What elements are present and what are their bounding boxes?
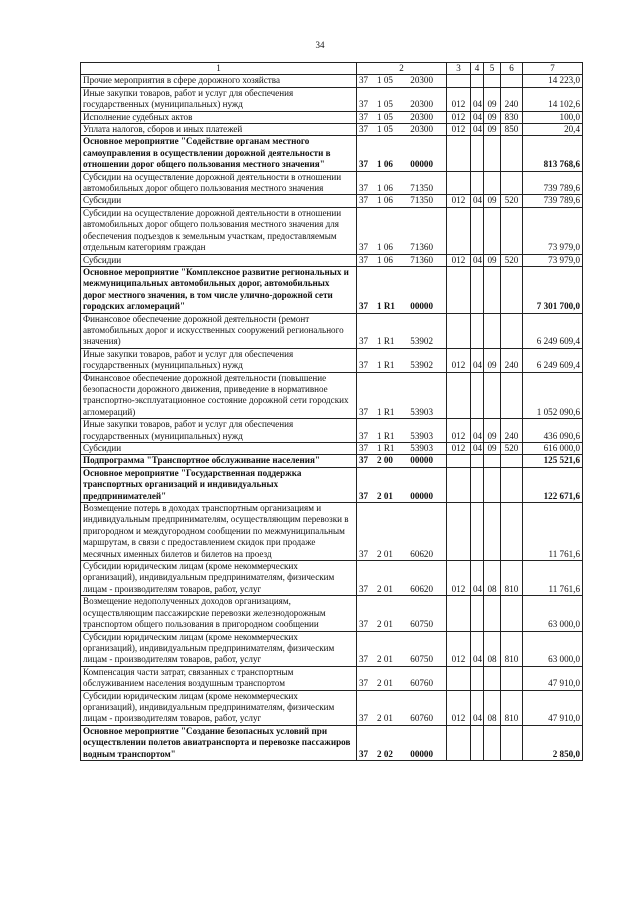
amount-value: 20,4	[523, 124, 583, 136]
ministry-code	[447, 372, 471, 419]
direction-code: 00000	[410, 301, 433, 312]
table-row	[81, 443, 583, 455]
row-name: Субсидии на осуществление дорожной деятельности в отношении автомобильных дорог общего пользования местного значения для обеспечения подъездов к земельным участкам, предоставляемым отдельным категориям граждан	[81, 207, 357, 254]
row-name: Финансовое обеспечение дорожной деятельности (ремонт автомобильных дорог и искусственных сооружений регионального значения)	[81, 313, 357, 348]
table-header-row	[81, 63, 583, 75]
amount-value: 11 761,6	[523, 503, 583, 561]
program-code: 37	[359, 678, 369, 689]
amount-value: 1 052 090,6	[523, 372, 583, 419]
table-row	[81, 348, 583, 372]
program-code: 37	[359, 654, 369, 665]
target-article-code	[357, 195, 447, 207]
expense-type-code	[501, 372, 523, 419]
row-name: Субсидии юридическим лицам (кроме некоммерческих организаций), индивидуальным предпринимателям, физическим лицам - производителям товаров, работ, услуг	[81, 561, 357, 596]
section-code: 04	[471, 195, 484, 207]
row-name: Субсидии юридическим лицам (кроме некоммерческих организаций), индивидуальным предпринимателям, физическим лицам - производителям товаров, работ, услуг	[81, 690, 357, 725]
expense-type-code: 240	[501, 419, 523, 443]
direction-code: 53902	[410, 336, 433, 347]
direction-code: 00000	[410, 748, 433, 759]
ministry-code	[447, 503, 471, 561]
program-code: 37	[359, 336, 369, 347]
ministry-code	[447, 725, 471, 760]
section-code	[471, 666, 484, 690]
direction-code: 00000	[410, 159, 433, 170]
target-article-code	[357, 596, 447, 631]
section-code: 04	[471, 254, 484, 266]
amount-value: 6 249 609,4	[523, 348, 583, 372]
expense-type-code: 240	[501, 87, 523, 111]
subsection-code: 09	[484, 443, 501, 455]
subsection-code	[484, 596, 501, 631]
program-code: 37	[359, 443, 369, 453]
amount-value: 739 789,6	[523, 195, 583, 207]
target-article-code	[357, 207, 447, 254]
table-row	[81, 266, 583, 313]
table-row	[81, 207, 583, 254]
subprogram-code: 1 06	[377, 254, 393, 265]
subprogram-code: 1 R1	[377, 406, 395, 417]
direction-code: 00000	[410, 490, 433, 501]
direction-code: 60750	[410, 619, 433, 630]
direction-code: 00000	[410, 455, 433, 466]
target-article-code	[357, 171, 447, 195]
subprogram-code: 2 01	[377, 713, 393, 724]
column-header: 6	[501, 63, 523, 75]
section-code	[471, 467, 484, 502]
target-article-code	[357, 87, 447, 111]
section-code	[471, 372, 484, 419]
subsection-code: 08	[484, 690, 501, 725]
table-row	[81, 561, 583, 596]
direction-code: 53903	[410, 443, 433, 453]
program-code: 37	[359, 406, 369, 417]
ministry-code	[447, 136, 471, 171]
table-row	[81, 171, 583, 195]
subsection-code	[484, 666, 501, 690]
direction-code: 71350	[410, 183, 433, 194]
amount-value: 63 000,0	[523, 631, 583, 666]
subprogram-code: 1 R1	[377, 301, 395, 312]
table-row	[81, 631, 583, 666]
subprogram-code: 1 06	[377, 159, 393, 170]
subprogram-code: 2 02	[377, 748, 393, 759]
subsection-code	[484, 467, 501, 502]
ministry-code: 012	[447, 87, 471, 111]
row-name: Субсидии	[81, 443, 357, 455]
expense-type-code	[501, 266, 523, 313]
subprogram-code: 2 01	[377, 619, 393, 630]
direction-code: 20300	[410, 124, 433, 135]
table-row	[81, 111, 583, 123]
ministry-code	[447, 75, 471, 87]
row-name: Исполнение судебных актов	[81, 111, 357, 123]
table-row	[81, 195, 583, 207]
program-code: 37	[359, 748, 369, 759]
amount-value: 47 910,0	[523, 690, 583, 725]
subsection-code: 09	[484, 87, 501, 111]
target-article-code	[357, 124, 447, 136]
table-row	[81, 666, 583, 690]
target-article-code	[357, 419, 447, 443]
column-header: 3	[447, 63, 471, 75]
section-code	[471, 725, 484, 760]
target-article-code	[357, 111, 447, 123]
row-name: Подпрограмма "Транспортное обслуживание населения"	[81, 455, 357, 467]
column-header: 5	[484, 63, 501, 75]
subprogram-code: 1 R1	[377, 360, 395, 371]
program-code: 37	[359, 360, 369, 371]
ministry-code	[447, 266, 471, 313]
expense-type-code: 810	[501, 631, 523, 666]
subsection-code	[484, 313, 501, 348]
section-code	[471, 171, 484, 195]
program-code: 37	[359, 254, 369, 265]
section-code: 04	[471, 690, 484, 725]
ministry-code	[447, 171, 471, 195]
subprogram-code: 1 05	[377, 124, 393, 135]
ministry-code: 012	[447, 561, 471, 596]
ministry-code	[447, 455, 471, 467]
ministry-code: 012	[447, 348, 471, 372]
program-code: 37	[359, 124, 369, 135]
row-name: Возмещение недополученных доходов организациям, осуществляющим пассажирские перевозки железнодорожным транспортом общего пользования в пригородном сообщении	[81, 596, 357, 631]
expense-type-code	[501, 171, 523, 195]
section-code	[471, 136, 484, 171]
target-article-code	[357, 266, 447, 313]
section-code	[471, 207, 484, 254]
target-article-code	[357, 631, 447, 666]
section-code: 04	[471, 631, 484, 666]
row-name: Основное мероприятие "Государственная поддержка транспортных организаций и индивидуальных предпринимателей"	[81, 467, 357, 502]
expense-type-code	[501, 725, 523, 760]
section-code	[471, 266, 484, 313]
ministry-code: 012	[447, 443, 471, 455]
target-article-code	[357, 372, 447, 419]
program-code: 37	[359, 159, 369, 170]
expense-type-code: 810	[501, 561, 523, 596]
subsection-code	[484, 171, 501, 195]
subsection-code: 09	[484, 111, 501, 123]
expense-type-code: 520	[501, 195, 523, 207]
subprogram-code: 2 01	[377, 654, 393, 665]
row-name: Прочие мероприятия в сфере дорожного хозяйства	[81, 75, 357, 87]
table-row	[81, 419, 583, 443]
amount-value: 14 102,6	[523, 87, 583, 111]
subprogram-code: 1 06	[377, 242, 393, 253]
subprogram-code: 1 06	[377, 195, 393, 206]
subsection-code	[484, 207, 501, 254]
section-code	[471, 313, 484, 348]
ministry-code	[447, 467, 471, 502]
table-row	[81, 596, 583, 631]
ministry-code: 012	[447, 254, 471, 266]
target-article-code	[357, 254, 447, 266]
ministry-code: 012	[447, 690, 471, 725]
table-row	[81, 136, 583, 171]
ministry-code: 012	[447, 124, 471, 136]
expense-type-code	[501, 455, 523, 467]
subprogram-code: 1 R1	[377, 443, 395, 453]
page-number: 34	[315, 40, 325, 50]
ministry-code	[447, 666, 471, 690]
target-article-code	[357, 725, 447, 760]
amount-value: 436 090,6	[523, 419, 583, 443]
direction-code: 20300	[410, 75, 433, 86]
table-row	[81, 124, 583, 136]
section-code: 04	[471, 443, 484, 455]
table-row	[81, 725, 583, 760]
subprogram-code: 1 R1	[377, 336, 395, 347]
direction-code: 71360	[410, 242, 433, 253]
expense-type-code	[501, 467, 523, 502]
ministry-code	[447, 596, 471, 631]
direction-code: 71360	[410, 254, 433, 265]
program-code: 37	[359, 99, 369, 110]
subprogram-code: 2 01	[377, 490, 393, 501]
column-header: 4	[471, 63, 484, 75]
expense-type-code	[501, 75, 523, 87]
direction-code: 53903	[410, 430, 433, 441]
amount-value: 2 850,0	[523, 725, 583, 760]
section-code: 04	[471, 111, 484, 123]
subsection-code	[484, 136, 501, 171]
direction-code: 53903	[410, 406, 433, 417]
target-article-code	[357, 455, 447, 467]
expense-type-code	[501, 666, 523, 690]
row-name: Иные закупки товаров, работ и услуг для обеспечения государственных (муниципальных) нужд	[81, 87, 357, 111]
program-code: 37	[359, 111, 369, 122]
subsection-code: 09	[484, 124, 501, 136]
amount-value: 63 000,0	[523, 596, 583, 631]
amount-value: 73 979,0	[523, 254, 583, 266]
table-row	[81, 372, 583, 419]
target-article-code	[357, 348, 447, 372]
direction-code: 60620	[410, 583, 433, 594]
section-code	[471, 75, 484, 87]
expense-type-code: 850	[501, 124, 523, 136]
ministry-code: 012	[447, 631, 471, 666]
expense-type-code: 810	[501, 690, 523, 725]
column-header: 1	[81, 63, 357, 75]
row-name: Субсидии	[81, 195, 357, 207]
section-code: 04	[471, 419, 484, 443]
program-code: 37	[359, 301, 369, 312]
table-row	[81, 467, 583, 502]
subsection-code: 09	[484, 348, 501, 372]
subprogram-code: 2 01	[377, 583, 393, 594]
expense-type-code	[501, 503, 523, 561]
expense-type-code: 240	[501, 348, 523, 372]
expense-type-code: 830	[501, 111, 523, 123]
target-article-code	[357, 503, 447, 561]
amount-value: 100,0	[523, 111, 583, 123]
expense-type-code: 520	[501, 254, 523, 266]
program-code: 37	[359, 75, 369, 86]
direction-code: 71350	[410, 195, 433, 206]
target-article-code	[357, 467, 447, 502]
subsection-code: 09	[484, 254, 501, 266]
expense-type-code	[501, 596, 523, 631]
amount-value: 6 249 609,4	[523, 313, 583, 348]
ministry-code	[447, 313, 471, 348]
program-code: 37	[359, 548, 369, 559]
expense-type-code	[501, 136, 523, 171]
direction-code: 20300	[410, 99, 433, 110]
row-name: Возмещение потерь в доходах транспортным организациям и индивидуальным предпринимателям, осуществляющим перевозки в пригородном и междугородном сообщении по межмуниципальным маршрутам, в связи с предоставлением скидок при продаже месячных именных билетов и билетов на проезд	[81, 503, 357, 561]
amount-value: 616 000,0	[523, 443, 583, 455]
program-code: 37	[359, 455, 369, 466]
ministry-code	[447, 207, 471, 254]
section-code: 04	[471, 124, 484, 136]
subprogram-code: 2 01	[377, 548, 393, 559]
amount-value: 813 768,6	[523, 136, 583, 171]
subsection-code	[484, 725, 501, 760]
direction-code: 60760	[410, 713, 433, 724]
row-name: Уплата налогов, сборов и иных платежей	[81, 124, 357, 136]
amount-value: 14 223,0	[523, 75, 583, 87]
table-row	[81, 254, 583, 266]
ministry-code: 012	[447, 111, 471, 123]
section-code: 04	[471, 87, 484, 111]
column-header: 7	[523, 63, 583, 75]
subprogram-code: 2 00	[377, 455, 393, 466]
target-article-code	[357, 666, 447, 690]
subsection-code	[484, 372, 501, 419]
direction-code: 60750	[410, 654, 433, 665]
program-code: 37	[359, 195, 369, 206]
subprogram-code: 1 05	[377, 75, 393, 86]
expense-type-code: 520	[501, 443, 523, 455]
section-code: 04	[471, 561, 484, 596]
direction-code: 60620	[410, 548, 433, 559]
target-article-code	[357, 690, 447, 725]
row-name: Субсидии на осуществление дорожной деятельности в отношении автомобильных дорог общего пользования местного значения	[81, 171, 357, 195]
subsection-code	[484, 503, 501, 561]
subsection-code	[484, 455, 501, 467]
subprogram-code: 1 05	[377, 111, 393, 122]
amount-value: 739 789,6	[523, 171, 583, 195]
target-article-code	[357, 313, 447, 348]
table-row	[81, 75, 583, 87]
amount-value: 122 671,6	[523, 467, 583, 502]
row-name: Субсидии	[81, 254, 357, 266]
subsection-code: 08	[484, 561, 501, 596]
subprogram-code: 1 06	[377, 183, 393, 194]
subsection-code: 08	[484, 631, 501, 666]
section-code: 04	[471, 348, 484, 372]
section-code	[471, 596, 484, 631]
table-row	[81, 503, 583, 561]
target-article-code	[357, 561, 447, 596]
amount-value: 73 979,0	[523, 207, 583, 254]
ministry-code: 012	[447, 195, 471, 207]
program-code: 37	[359, 490, 369, 501]
program-code: 37	[359, 583, 369, 594]
row-name: Финансовое обеспечение дорожной деятельности (повышение безопасности дорожного движения, приведение в нормативное транспортно-эксплуатационное состояние дорожной сети городских агломераций)	[81, 372, 357, 419]
subprogram-code: 2 01	[377, 678, 393, 689]
row-name: Субсидии юридическим лицам (кроме некоммерческих организаций), индивидуальным предпринимателям, физическим лицам - производителям товаров, работ, услуг	[81, 631, 357, 666]
target-article-code	[357, 75, 447, 87]
column-header: 2	[357, 63, 447, 75]
row-name: Основное мероприятие "Содействие органам местного самоуправления в осуществлении дорожной деятельности в отношении дорог общего пользования местного значения"	[81, 136, 357, 171]
ministry-code: 012	[447, 419, 471, 443]
amount-value: 11 761,6	[523, 561, 583, 596]
direction-code: 60760	[410, 678, 433, 689]
program-code: 37	[359, 183, 369, 194]
expense-type-code	[501, 207, 523, 254]
budget-table	[80, 62, 583, 761]
subsection-code	[484, 75, 501, 87]
target-article-code	[357, 443, 447, 455]
section-code	[471, 455, 484, 467]
program-code: 37	[359, 430, 369, 441]
amount-value: 7 301 700,0	[523, 266, 583, 313]
subprogram-code: 1 R1	[377, 430, 395, 441]
amount-value: 47 910,0	[523, 666, 583, 690]
table-row	[81, 313, 583, 348]
expense-type-code	[501, 313, 523, 348]
subprogram-code: 1 05	[377, 99, 393, 110]
subsection-code: 09	[484, 419, 501, 443]
program-code: 37	[359, 713, 369, 724]
row-name: Иные закупки товаров, работ и услуг для обеспечения государственных (муниципальных) нужд	[81, 419, 357, 443]
section-code	[471, 503, 484, 561]
program-code: 37	[359, 242, 369, 253]
subsection-code	[484, 266, 501, 313]
table-row	[81, 690, 583, 725]
row-name: Компенсация части затрат, связанных с транспортным обслуживанием населения воздушным транспортом	[81, 666, 357, 690]
direction-code: 20300	[410, 111, 433, 122]
target-article-code	[357, 136, 447, 171]
table-row	[81, 87, 583, 111]
subsection-code: 09	[484, 195, 501, 207]
row-name: Иные закупки товаров, работ и услуг для обеспечения государственных (муниципальных) нужд	[81, 348, 357, 372]
amount-value: 125 521,6	[523, 455, 583, 467]
direction-code: 53902	[410, 360, 433, 371]
row-name: Основное мероприятие "Создание безопасных условий при осуществлении полетов авиатранспорта и перевозке пассажиров водным транспортом"	[81, 725, 357, 760]
table-row	[81, 455, 583, 467]
program-code: 37	[359, 619, 369, 630]
row-name: Основное мероприятие "Комплексное развитие региональных и межмуниципальных автомобильных дорог, автомобильных дорог местного значения, в том числе улично-дорожной сети городских агломераций"	[81, 266, 357, 313]
